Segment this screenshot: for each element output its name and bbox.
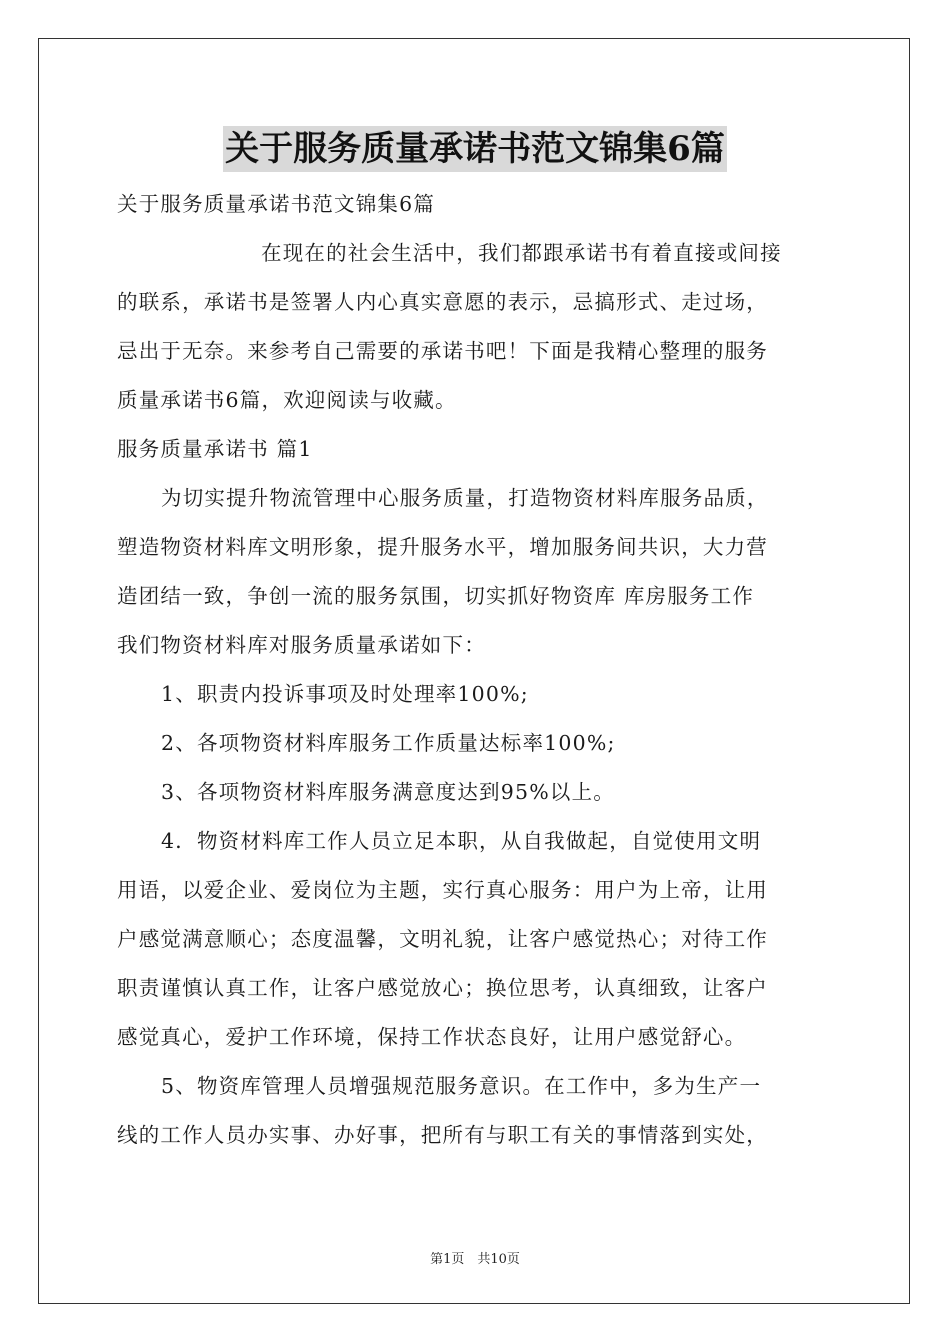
intro-line: 质量承诺书6篇，欢迎阅读与收藏。 <box>117 388 457 412</box>
list-item: 3、各项物资材料库服务满意度达到95%以上。 <box>161 780 616 804</box>
item4-line: 户感觉满意顺心；态度温馨，文明礼貌，让客户感觉热心；对待工作 <box>117 927 768 951</box>
item5-line: 5、物资库管理人员增强规范服务意识。在工作中，多为生产一 <box>161 1074 762 1098</box>
paragraph-line: 造团结一致，争创一流的服务氛围，切实抓好物资库 库房服务工作 <box>117 584 755 608</box>
list-item: 1、职责内投诉事项及时处理率100%; <box>161 682 529 706</box>
item4-line: 用语，以爱企业、爱岗位为主题，实行真心服务：用户为上帝，让用 <box>117 878 768 902</box>
intro-line: 的联系，承诺书是签署人内心真实意愿的表示，忌搞形式、走过场， <box>117 290 768 314</box>
section-heading: 服务质量承诺书 篇1 <box>117 437 313 461</box>
document-title: 关于服务质量承诺书范文锦集6篇 <box>223 126 727 172</box>
page-number: 第1页 共10页 <box>430 1252 520 1267</box>
intro-line: 忌出于无奈。来参考自己需要的承诺书吧！下面是我精心整理的服务 <box>117 339 768 363</box>
document-body <box>117 180 835 1160</box>
item5-line: 线的工作人员办实事、办好事，把所有与职工有关的事情落到实处， <box>117 1123 768 1147</box>
intro-line: 在现在的社会生活中，我们都跟承诺书有着直接或间接 <box>261 241 782 265</box>
list-item: 2、各项物资材料库服务工作质量达标率100%; <box>161 731 616 755</box>
page-footer <box>0 1248 950 1267</box>
title-container <box>0 126 950 172</box>
paragraph-line: 我们物资材料库对服务质量承诺如下： <box>117 633 486 657</box>
item4-line: 4．物资材料库工作人员立足本职，从自我做起，自觉使用文明 <box>161 829 762 853</box>
item4-line: 职责谨慎认真工作，让客户感觉放心；换位思考，认真细致，让客户 <box>117 976 768 1000</box>
paragraph-line: 塑造物资材料库文明形象，提升服务水平，增加服务间共识，大力营 <box>117 535 768 559</box>
paragraph-line: 为切实提升物流管理中心服务质量，打造物资材料库服务品质， <box>161 486 769 510</box>
document-subtitle: 关于服务质量承诺书范文锦集6篇 <box>117 192 436 216</box>
item4-line: 感觉真心，爱护工作环境，保持工作状态良好，让用户感觉舒心。 <box>117 1025 747 1049</box>
